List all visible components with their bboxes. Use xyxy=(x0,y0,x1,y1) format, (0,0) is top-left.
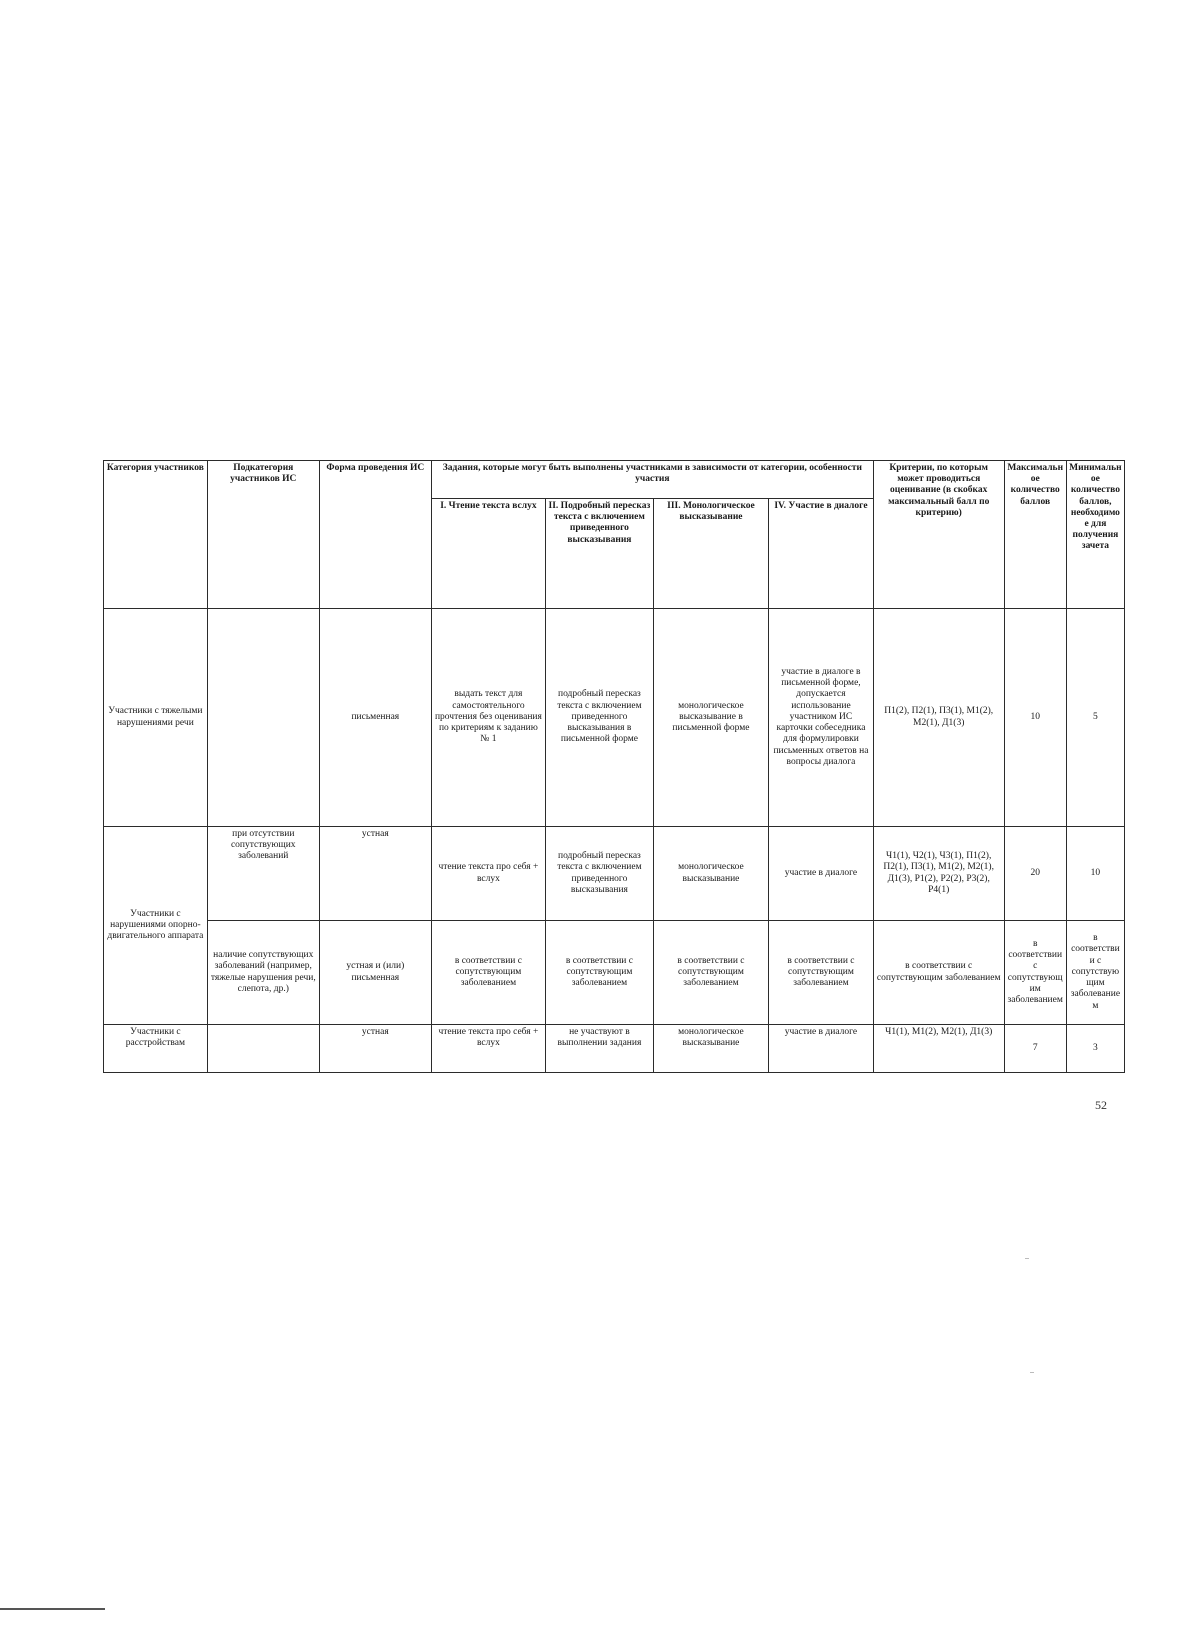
row-subcategory xyxy=(207,1025,319,1073)
row-form: устная и (или) письменная xyxy=(319,921,431,1025)
row-min-score: 10 xyxy=(1066,827,1124,921)
page-number: 52 xyxy=(1095,1098,1107,1112)
table-row xyxy=(104,1025,1125,1073)
row-criteria: в соответствии с сопутствующим заболеванием xyxy=(873,921,1004,1025)
row-max-score: 10 xyxy=(1004,609,1066,827)
row-task-4: в соответствии с сопутствующим заболеванием xyxy=(769,921,874,1025)
row-task-4: участие в диалоге xyxy=(769,827,874,921)
table-row xyxy=(104,921,1125,1025)
row-task-3: монологическое высказывание xyxy=(653,1025,768,1073)
header-task-2: II. Подробный пересказ текста с включением приведенного высказывания xyxy=(545,499,653,609)
row-category: Участники с расстройствам xyxy=(104,1025,208,1073)
assessment-table xyxy=(103,460,1125,1073)
row-task-4: участие в диалоге в письменной форме, допускается использование участником ИС карточки собеседника для формулировки письменных ответов на вопросы диалога xyxy=(769,609,874,827)
row-subcategory: наличие сопутствующих заболеваний (например, тяжелые нарушения речи, слепота, др.) xyxy=(207,921,319,1025)
header-tasks-group: Задания, которые могут быть выполнены участниками в зависимости от категории, особенности участия xyxy=(431,461,873,499)
row-task-2: не участвуют в выполнении задания xyxy=(545,1025,653,1073)
row-form: устная xyxy=(319,827,431,921)
row-task-1: чтение текста про себя + вслух xyxy=(431,1025,545,1073)
header-task-4: IV. Участие в диалоге xyxy=(769,499,874,609)
header-task-1: I. Чтение текста вслух xyxy=(431,499,545,609)
row-task-2: в соответствии с сопутствующим заболеванием xyxy=(545,921,653,1025)
row-task-3: монологическое высказывание в письменной форме xyxy=(653,609,768,827)
scan-speck xyxy=(1025,1258,1029,1259)
row-category: Участники с нарушениями опорно-двигательного аппарата xyxy=(104,827,208,1025)
row-task-4: участие в диалоге xyxy=(769,1025,874,1073)
row-task-3: в соответствии с сопутствующим заболеванием xyxy=(653,921,768,1025)
row-task-2: подробный пересказ текста с включением приведенного высказывания в письменной форме xyxy=(545,609,653,827)
row-task-1: выдать текст для самостоятельного прочтения без оценивания по критериям к заданию № 1 xyxy=(431,609,545,827)
header-max-score: Максимальное количество баллов xyxy=(1004,461,1066,609)
table-row xyxy=(104,827,1125,921)
header-task-3: III. Монологическое высказывание xyxy=(653,499,768,609)
row-category: Участники с тяжелыми нарушениями речи xyxy=(104,609,208,827)
row-form: устная xyxy=(319,1025,431,1073)
row-form: письменная xyxy=(319,609,431,827)
row-criteria: Ч1(1), М1(2), М2(1), Д1(3) xyxy=(873,1025,1004,1073)
scan-edge-mark xyxy=(0,1608,105,1610)
header-subcategory: Подкатегория участников ИС xyxy=(207,461,319,609)
row-min-score: 5 xyxy=(1066,609,1124,827)
row-min-score: 3 xyxy=(1066,1025,1124,1073)
row-max-score: 20 xyxy=(1004,827,1066,921)
row-criteria: П1(2), П2(1), П3(1), М1(2), М2(1), Д1(3) xyxy=(873,609,1004,827)
row-task-3: монологическое высказывание xyxy=(653,827,768,921)
row-min-score: в соответствии с сопутствующим заболеванием xyxy=(1066,921,1124,1025)
row-max-score: 7 xyxy=(1004,1025,1066,1073)
table-row xyxy=(104,609,1125,827)
row-task-1: в соответствии с сопутствующим заболеванием xyxy=(431,921,545,1025)
row-subcategory xyxy=(207,609,319,827)
row-max-score: в соответствии с сопутствующим заболеванием xyxy=(1004,921,1066,1025)
header-row-1 xyxy=(104,461,1125,499)
header-category: Категория участников xyxy=(104,461,208,609)
row-criteria: Ч1(1), Ч2(1), Ч3(1), П1(2), П2(1), П3(1), М1(2), М2(1), Д1(3), Р1(2), Р2(2), Р3(2), Р4(1) xyxy=(873,827,1004,921)
row-subcategory: при отсутствии сопутствующих заболеваний xyxy=(207,827,319,921)
scan-speck xyxy=(1030,1372,1034,1373)
header-min-score: Минимальное количество баллов, необходимое для получения зачета xyxy=(1066,461,1124,609)
header-form: Форма проведения ИС xyxy=(319,461,431,609)
row-task-2: подробный пересказ текста с включением приведенного высказывания xyxy=(545,827,653,921)
header-criteria: Критерии, по которым может проводиться оценивание (в скобках максимальный балл по критерию) xyxy=(873,461,1004,609)
row-task-1: чтение текста про себя + вслух xyxy=(431,827,545,921)
